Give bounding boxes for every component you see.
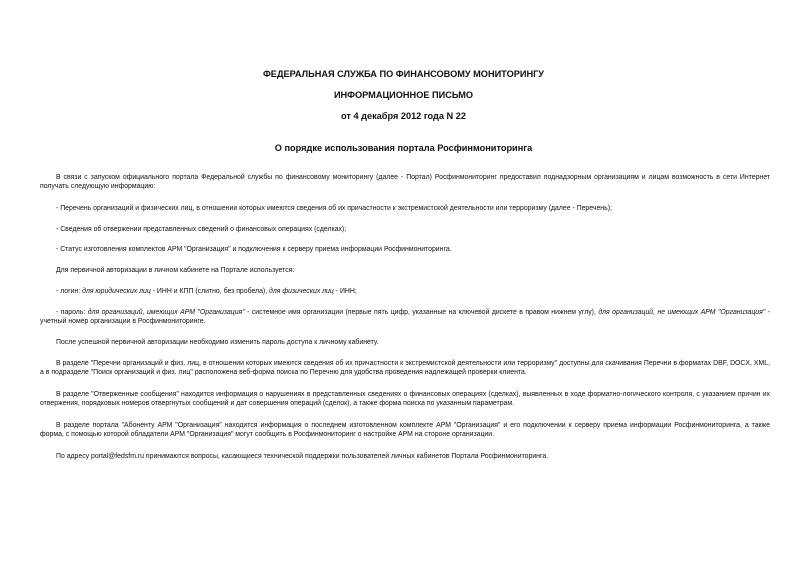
login-prefix: - логин: — [56, 288, 83, 295]
document-subject: О порядке использования портала Росфинмониторинга — [274, 143, 533, 153]
section-rejected-paragraph: В разделе "Отверженные сообщения" находится информация о нарушениях в представленных сведениях о финансовых операциях (сделках), выявленных в ходе форматно-логического контроля, с указанием причин их отвержения, порядковых номеров отвергнутых сообщений и дат совершения операций (сделок), а также форма поиска по указанным параметрам. — [40, 391, 770, 408]
login-paragraph — [40, 287, 770, 296]
agency-heading: ФЕДЕРАЛЬНАЯ СЛУЖБА ПО ФИНАНСОВОМУ МОНИТОРИНГУ — [262, 69, 545, 79]
login-phys-label: для физических лиц — [269, 288, 334, 295]
intro-paragraph: В связи с запуском официального портала Федеральной службы по финансовому мониторингу (далее - Портал) Росфинмониторинг предоставил поднадзорным организациям и лицам возможность в сети Интернет получать следующую информацию: — [40, 174, 770, 191]
list-item-arm-status: - Статус изготовления комплектов АРМ "Организация" и подключения к серверу приема информации Росфинмониторинга. — [56, 246, 452, 253]
section-lists-paragraph: В разделе "Перечни организаций и физ. лиц, в отношении которых имеются сведения об их причастности к экстремистской деятельности или терроризму" доступны для скачивания Перечни в форматах DBF, DOCX, XML, а в подразделе "Поиск организаций и физ. лиц" расположена веб-форма поиска по Перечню для удобства проведения надлежащей проверки клиента. — [40, 360, 770, 377]
login-phys-text: - ИНН; — [333, 288, 357, 295]
after-auth-paragraph: После успешной первичной авторизации необходимо изменить пароль доступа к личному кабинету. — [56, 339, 379, 346]
password-paragraph — [40, 308, 770, 327]
password-prefix: - пароль: — [56, 309, 88, 316]
list-item-perechen: - Перечень организаций и физических лиц, в отношении которых имеются сведения об их причастности к экстремистской деятельности или терроризму (далее - Перечень); — [56, 205, 612, 212]
list-item-refusals: - Сведения об отвержении представленных сведений о финансовых операциях (сделках); — [56, 226, 347, 233]
document-date-number: от 4 декабря 2012 года N 22 — [341, 111, 466, 121]
document-type-heading: ИНФОРМАЦИОННОЕ ПИСЬМО — [333, 90, 474, 100]
section-subscriber-paragraph: В разделе портала "Абоненту АРМ "Организация" находится информация о последнем изготовленном комплекте АРМ "Организация" и его подключении к серверу приема информации Росфинмониторинга, а также форма, с помощью которой обладатели АРМ "Организация" могут сообщить в Росфинмониторинг о настройке АРМ на стороне организации. — [40, 422, 770, 439]
login-legal-label: для юридических лиц — [82, 288, 151, 295]
password-with-arm-text: - системное имя организации (первые пять цифр, указанные на ключевой дискете в правом нижнем углу), — [244, 309, 599, 316]
login-legal-text: - ИНН и КПП (слитно, без пробела), — [150, 288, 270, 295]
password-without-arm-text: - учетный номер организации в Росфинмониторинге. — [40, 309, 770, 326]
contact-paragraph: По адресу portal@fedsfm.ru принимаются вопросы, касающиеся технической поддержки пользователей личных кабинетов Портала Росфинмониторинга. — [56, 453, 549, 460]
auth-intro-paragraph: Для первичной авторизации в личном кабинете на Портале используется: — [56, 267, 295, 274]
password-without-arm-label: для организаций, не имеющих АРМ "Организация" — [598, 309, 766, 316]
password-with-arm-label: для организаций, имеющих АРМ "Организация" — [87, 309, 245, 316]
